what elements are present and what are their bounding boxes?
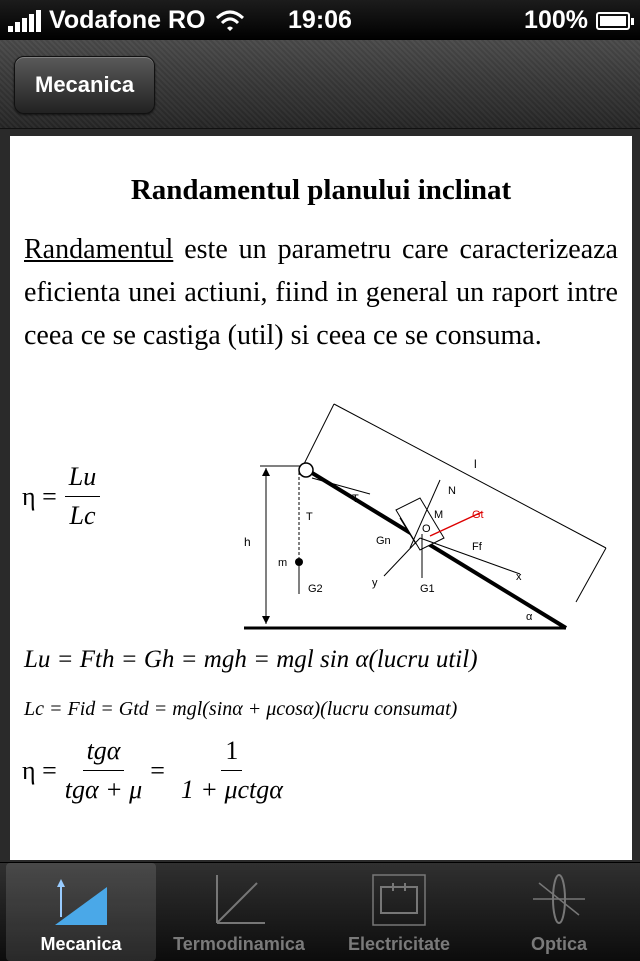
incline-icon bbox=[51, 869, 111, 929]
battery-group bbox=[524, 6, 630, 35]
tab-bar bbox=[0, 862, 640, 961]
ctg-fraction bbox=[181, 736, 283, 805]
label-y: y bbox=[372, 577, 378, 589]
tab-electricitate[interactable] bbox=[324, 863, 474, 961]
intro-text: este un parametru care caracterizeaza eficienta unei actiuni, fiind in general un raport intre ceea ce se castiga (util) si ceea ce se consuma. bbox=[24, 234, 618, 351]
label-t1: T bbox=[352, 493, 359, 505]
label-g2: G2 bbox=[308, 583, 323, 595]
battery-percent: 100% bbox=[524, 6, 588, 34]
equals-sign: = bbox=[150, 755, 165, 785]
label-g1: G1 bbox=[420, 583, 435, 595]
randament-link[interactable]: Randamentul bbox=[24, 234, 174, 265]
label-x: x bbox=[516, 571, 522, 583]
intro-paragraph bbox=[24, 228, 618, 357]
useful-work-formula: Lu = Fth = Gh = mgh = mgl sin α(lucru util) bbox=[24, 646, 478, 673]
efficiency-result-formula bbox=[22, 736, 283, 805]
tab-label-optica: Optica bbox=[530, 934, 587, 954]
efficiency-fraction bbox=[65, 462, 100, 531]
page-title: Randamentul planului inclinat bbox=[130, 174, 512, 206]
eta-symbol: η = bbox=[22, 481, 57, 511]
status-bar bbox=[0, 0, 640, 40]
lens-icon bbox=[529, 869, 589, 929]
status-time: 19:06 bbox=[288, 6, 352, 34]
fraction-denominator: Lc bbox=[69, 501, 96, 530]
battery-icon bbox=[596, 12, 630, 30]
label-l: l bbox=[474, 457, 477, 471]
tg-denominator: tgα + μ bbox=[64, 775, 143, 804]
label-ff: Ff bbox=[472, 541, 482, 553]
eta-symbol-2: η = bbox=[22, 755, 57, 785]
consumed-work-formula: Lc = Fid = Gtd = mgl(sinα + μcosα)(lucru consumat) bbox=[24, 698, 458, 720]
tab-mecanica[interactable] bbox=[6, 863, 156, 961]
label-o: O bbox=[422, 523, 431, 535]
tab-termodinamica[interactable] bbox=[164, 863, 314, 961]
label-t2: T bbox=[306, 511, 313, 523]
navigation-bar bbox=[0, 40, 640, 129]
label-n: N bbox=[448, 485, 456, 497]
fraction-numerator: Lu bbox=[65, 462, 100, 497]
label-m: M bbox=[434, 509, 444, 521]
label-gn: Gn bbox=[376, 535, 391, 547]
tab-optica[interactable] bbox=[484, 863, 634, 961]
axes-icon bbox=[209, 869, 269, 929]
label-alpha: α bbox=[526, 611, 533, 623]
tg-fraction bbox=[65, 736, 142, 805]
tab-label-mecanica: Mecanica bbox=[40, 934, 122, 954]
label-gt: Gt bbox=[472, 509, 484, 521]
tg-numerator: tgα bbox=[83, 736, 125, 771]
tab-label-electricitate: Electricitate bbox=[347, 934, 451, 954]
ctg-denominator: 1 + μctgα bbox=[180, 775, 283, 804]
ctg-numerator: 1 bbox=[221, 736, 242, 771]
efficiency-formula bbox=[22, 462, 100, 531]
label-h: h bbox=[244, 535, 251, 549]
tab-label-termodinamica: Termodinamica bbox=[173, 934, 305, 954]
carrier-name: Vodafone RO bbox=[49, 6, 206, 34]
label-mass: m bbox=[278, 557, 288, 569]
back-button[interactable]: Mecanica bbox=[14, 56, 155, 114]
inclined-plane-diagram bbox=[240, 398, 608, 634]
circuit-icon bbox=[369, 869, 429, 929]
content-panel bbox=[10, 136, 632, 860]
